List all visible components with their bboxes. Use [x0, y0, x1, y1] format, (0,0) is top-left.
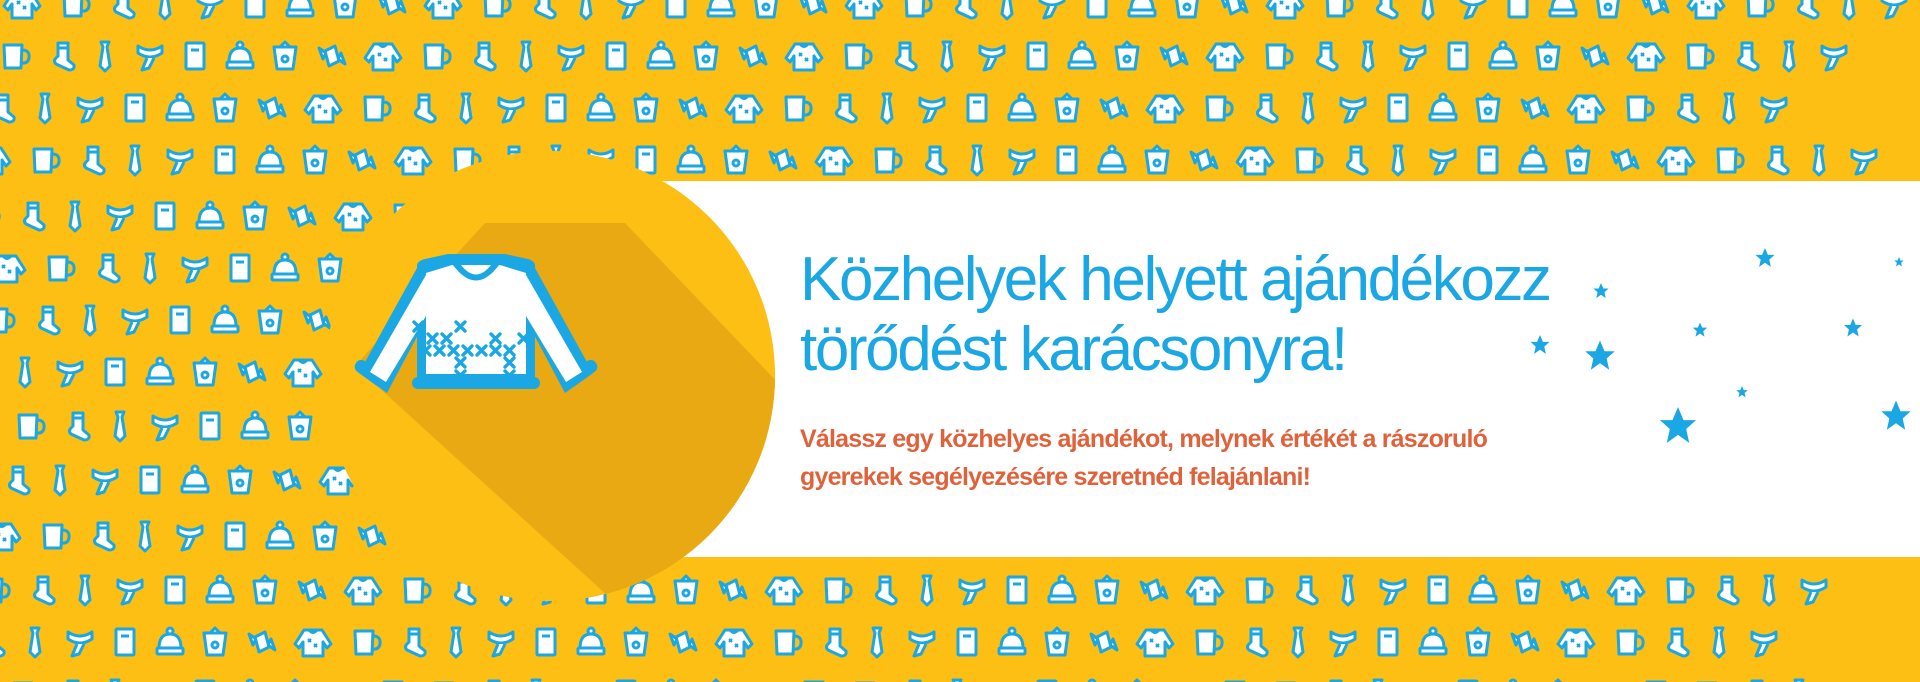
star-icon: [1585, 341, 1614, 370]
headline: [800, 245, 1550, 385]
subline: [800, 420, 1487, 496]
headline-line-2: törődést karácsonyra!: [800, 315, 1346, 384]
star-icon: [1693, 323, 1707, 337]
subline-line-1: Válassz egy közhelyes ajándékot, melynek értékét a rászoruló: [800, 425, 1488, 453]
sweater-icon: [325, 151, 775, 601]
subline-line-2: gyerekek segélyezésére szeretnéd felajánlani!: [800, 463, 1311, 491]
headline-line-1: Közhelyek helyett ajándékozz: [800, 245, 1550, 314]
star-icon: [1756, 248, 1775, 267]
star-icon: [1660, 407, 1696, 443]
star-icon: [1531, 335, 1550, 354]
star-icon: [1736, 386, 1747, 397]
star-icon: [1894, 257, 1904, 266]
hero-circle: [325, 151, 775, 601]
star-icon: [1881, 401, 1910, 430]
stars-decoration: [1520, 230, 1920, 470]
star-icon: [1844, 319, 1862, 337]
star-icon: [1593, 283, 1608, 298]
